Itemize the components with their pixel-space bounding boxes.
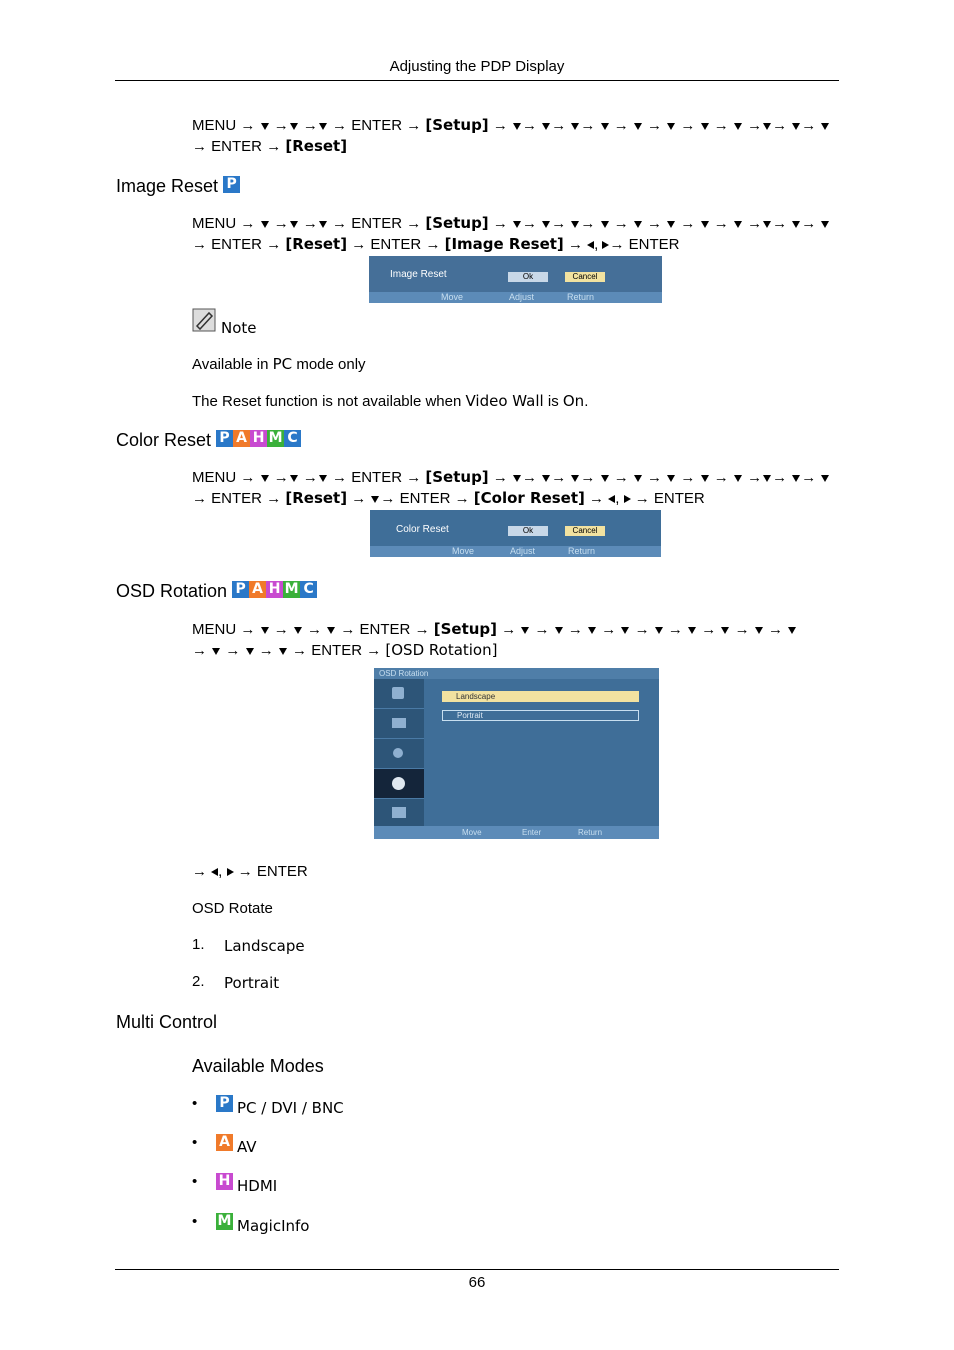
image-reset-osd	[369, 256, 662, 303]
color-reset-title: Color Reset P A H M C	[116, 430, 301, 451]
osd-footer	[374, 826, 659, 839]
osd-label: Color Reset	[396, 524, 449, 535]
hdmi-mode-icon: H	[266, 581, 283, 598]
osd-title: OSD Rotation	[374, 668, 659, 679]
list-item: 1. Landscape	[192, 936, 305, 955]
osd-rotation-title: OSD Rotation P A H M C	[116, 581, 317, 602]
cancel-button[interactable]: Cancel	[565, 526, 605, 536]
component-mode-icon: C	[300, 581, 317, 598]
ok-button[interactable]: Ok	[508, 272, 548, 282]
sidebar-item-setup[interactable]	[374, 769, 424, 799]
cancel-button[interactable]: Cancel	[565, 272, 605, 282]
return-hint: Return	[567, 292, 595, 302]
move-hint: Move	[452, 546, 475, 556]
osd-footer	[370, 546, 661, 557]
sidebar-item-sound[interactable]	[374, 709, 424, 739]
move-hint: Move	[462, 828, 482, 837]
adjust-hint: Adjust	[510, 546, 536, 556]
down-arrow-icon	[290, 123, 298, 130]
component-mode-icon: C	[284, 430, 301, 447]
av-mode-icon: A	[216, 1134, 233, 1151]
color-reset-osd	[370, 510, 661, 557]
osd-sidebar	[374, 679, 424, 826]
enter-hint: Enter	[522, 828, 542, 837]
note-label: Note	[221, 319, 257, 337]
rotation-adjust-sequence: → , → ENTER	[192, 863, 308, 880]
hdmi-mode-icon: H	[216, 1173, 233, 1190]
return-hint: Return	[568, 546, 596, 556]
page-number: 66	[468, 1274, 486, 1291]
page-header: Adjusting the PDP Display	[389, 58, 565, 75]
picture-icon	[392, 687, 404, 699]
image-reset-title: Image Reset P	[116, 176, 240, 197]
note-icon	[192, 308, 216, 332]
sidebar-item-multi[interactable]	[374, 799, 424, 826]
magicinfo-mode-icon: M	[284, 581, 299, 597]
move-hint: Move	[441, 292, 464, 302]
image-reset-sequence: MENU → → → → ENTER → [Setup] → → → → → → → → → → → → ENTER → [Reset] → ENTER → [Image Reset] → , → ENTER	[192, 213, 842, 255]
list-item: 2. Portrait	[192, 973, 280, 992]
header-rule	[115, 80, 839, 81]
multi-control-title: Multi Control	[116, 1012, 218, 1032]
color-reset-sequence: MENU → → → → ENTER → [Setup] → → → → → → → → → → → → ENTER → [Reset] → → ENTER → [Color Reset] → , → ENTER	[192, 467, 842, 509]
option-landscape[interactable]: Landscape	[442, 691, 639, 702]
sidebar-item-input[interactable]	[374, 739, 424, 769]
hdmi-mode-icon: H	[250, 430, 267, 447]
input-icon	[393, 748, 403, 758]
pc-mode-icon: P	[232, 581, 249, 598]
osd-rotate-caption: OSD Rotate	[192, 900, 273, 917]
osd-footer	[369, 292, 662, 303]
pc-mode-icon: P	[223, 176, 240, 193]
note-line-1: Available in PC mode only	[192, 355, 366, 373]
adjust-hint: Adjust	[509, 292, 535, 302]
footer-rule	[115, 1269, 839, 1270]
ok-button[interactable]: Ok	[508, 526, 548, 536]
option-portrait[interactable]: Portrait	[442, 710, 639, 721]
reset-sequence: MENU → → → → ENTER → [Setup] → → → → → → → → → → → → ENTER → [Reset]	[192, 115, 842, 157]
osd-label: Image Reset	[390, 269, 447, 280]
osd-rotation-screen	[374, 668, 659, 839]
magicinfo-mode-icon: M	[217, 1213, 232, 1229]
down-arrow-icon	[319, 123, 327, 130]
down-arrow-icon	[261, 123, 269, 130]
gear-icon	[392, 777, 405, 790]
available-modes-title: Available Modes	[192, 1056, 324, 1076]
pc-mode-icon: P	[216, 430, 233, 447]
av-mode-icon: A	[249, 581, 266, 598]
sidebar-item-picture[interactable]	[374, 679, 424, 709]
note-line-2: The Reset function is not available when Video Wall is On.	[192, 392, 589, 410]
multi-icon	[392, 807, 406, 818]
av-mode-icon: A	[233, 430, 250, 447]
osd-rotation-sequence: MENU → → → → ENTER → [Setup] → → → → → → → → → → → → → ENTER → [OSD Rotation]	[192, 619, 842, 661]
return-hint: Return	[578, 828, 603, 837]
magicinfo-mode-icon: M	[268, 430, 283, 446]
note	[192, 308, 257, 337]
pc-mode-icon: P	[216, 1095, 233, 1112]
sound-icon	[392, 718, 406, 728]
